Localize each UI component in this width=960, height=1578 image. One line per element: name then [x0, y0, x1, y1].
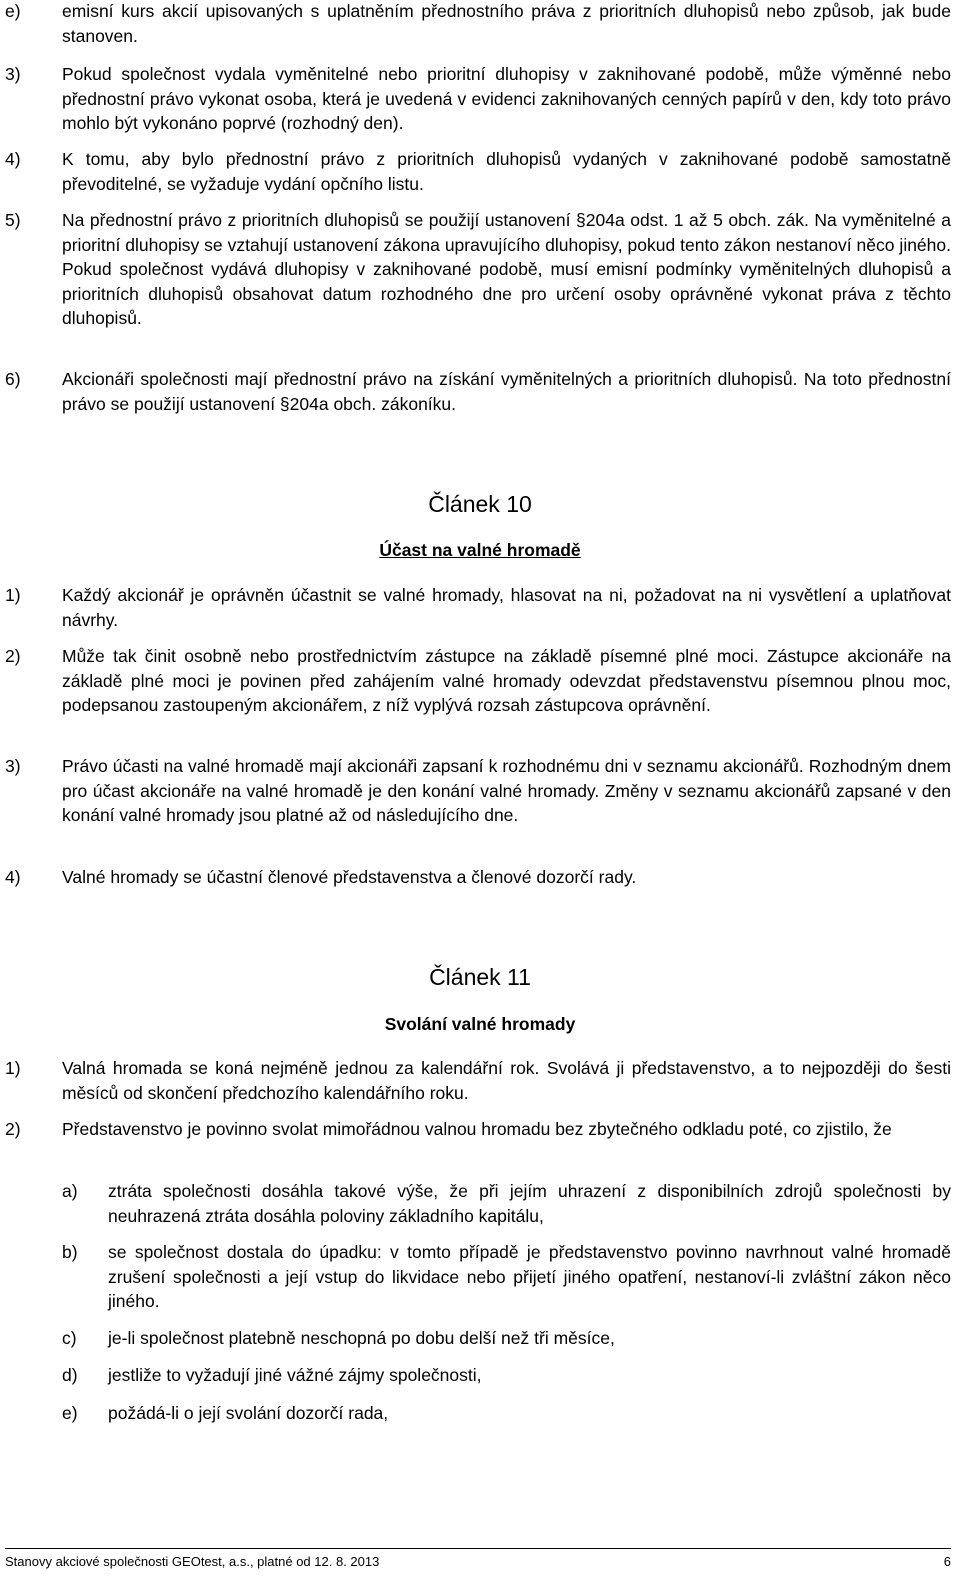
sub-item [62, 1363, 951, 1388]
sub-item [62, 1179, 951, 1228]
item-text: Představenstvo je povinno svolat mimořádnou valnou hromadu bez zbytečného odkladu poté, co zjistilo, že [62, 1119, 892, 1139]
sub-item-text: se společnost dostala do úpadku: v tomto případě je představenstvo povinno navrhnout valné hromadě zrušení společnosti a její vstup do likvidace nebo přijetí jiného opatření, nestanoví-li zvláštní zákon něco jiného. [108, 1242, 951, 1311]
sub-item-letter: d) [62, 1365, 78, 1385]
paragraph-item [5, 644, 951, 718]
sub-item-text: požádá-li o její svolání dozorčí rada, [108, 1403, 389, 1423]
sub-item [62, 1401, 951, 1426]
item-number: 3) [5, 756, 21, 776]
item-number: 2) [5, 1119, 21, 1139]
item-text: Každý akcionář je oprávněn účastnit se valné hromady, hlasovat na ni, požadovat na ni vysvětlení a uplatňovat návrhy. [62, 585, 951, 630]
sub-item-text: jestliže to vyžadují jiné vážné zájmy společnosti, [108, 1365, 482, 1385]
item-number: 2) [5, 646, 21, 666]
sub-item-letter: a) [62, 1181, 78, 1201]
item-text: Pokud společnost vydala vyměnitelné nebo prioritní dluhopisy v zaknihované podobě, může výměnné nebo přednostní právo vykonat osoba, která je uvedená v evidenci zaknihovaných cenných papírů v den, kdy toto právo mohlo být vykonáno poprvé (rozhodný den). [62, 64, 951, 133]
footer-document-title: Stanovy akciové společnosti GEOtest, a.s., platné od 12. 8. 2013 [5, 1554, 380, 1569]
item-number: 4) [5, 149, 21, 169]
item-text: Akcionáři společnosti mají přednostní právo na získání vyměnitelných a prioritních dluhopisů. Na toto přednostní právo se použijí ustanovení §204a obch. zákoníku. [62, 369, 951, 414]
sub-item-letter: b) [62, 1242, 78, 1262]
paragraph-item [5, 367, 951, 416]
paragraph-item [5, 62, 951, 136]
paragraph-item [5, 0, 951, 48]
item-number: 1) [5, 585, 21, 605]
sub-item-text: ztráta společnosti dosáhla takové výše, že při jejím uhrazení z disponibilních zdrojů společnosti by neuhrazená ztráta dosáhla poloviny základního kapitálu, [108, 1181, 951, 1226]
article-heading: Článek 11 [429, 964, 531, 990]
item-number: 3) [5, 64, 21, 84]
article-subheading: Svolání valné hromady [384, 1014, 576, 1034]
item-text: Valná hromada se koná nejméně jednou za kalendářní rok. Svolává ji představenstvo, a to nejpozději do šesti měsíců od skončení předchozího kalendářního roku. [62, 1058, 951, 1103]
item-number: 6) [5, 369, 21, 389]
item-text: emisní kurs akcií upisovaných s uplatněním přednostního práva z prioritních dluhopisů nebo způsob, jak bude stanoven. [62, 1, 951, 46]
paragraph-item [5, 583, 951, 632]
sub-item-text: je-li společnost platebně neschopná po dobu delší než tři měsíce, [108, 1328, 615, 1348]
paragraph-item [5, 147, 951, 196]
item-text: K tomu, aby bylo přednostní právo z prioritních dluhopisů vydaných v zaknihované podobě samostatně převoditelné, se vyžaduje vydání opčního listu. [62, 149, 951, 194]
item-text: Valné hromady se účastní členové představenstva a členové dozorčí rady. [62, 867, 637, 887]
sub-item [62, 1326, 951, 1351]
page-footer [5, 1548, 951, 1569]
sub-item-letter: e) [62, 1403, 78, 1423]
item-number: 4) [5, 867, 21, 887]
sub-item [62, 1240, 951, 1314]
footer-page-number: 6 [943, 1554, 951, 1569]
paragraph-item [5, 208, 951, 331]
article-subheading: Účast na valné hromadě [379, 540, 581, 560]
article-heading: Článek 10 [428, 491, 532, 517]
paragraph-item [5, 865, 951, 890]
item-text: Na přednostní právo z prioritních dluhopisů se použijí ustanovení §204a odst. 1 až 5 obch. zák. Na vyměnitelné a prioritní dluhopisy se vztahují ustanovení zákona upravujícího dluhopisy, pokud tento zákon nestanoví něco jiného. Pokud společnost vydává dluhopisy v zaknihované podobě, musí emisní podmínky vyměnitelných dluhopisů a prioritních dluhopisů obsahovat datum rozhodného dne pro určení osoby oprávněné vykonat práva z těchto dluhopisů. [62, 210, 951, 328]
item-number: e) [5, 1, 21, 21]
item-text: Právo účasti na valné hromadě mají akcionáři zapsaní k rozhodnému dni v seznamu akcionářů. Rozhodným dnem pro účast akcionáře na valné hromadě je den konání valné hromady. Změny v seznamu akcionářů zapsané v den konání valné hromady jsou platné až od následujícího dne. [62, 756, 951, 825]
item-number: 1) [5, 1058, 21, 1078]
item-text: Může tak činit osobně nebo prostřednictvím zástupce na základě písemné plné moci. Zástupce akcionáře na základě plné moci je povinen před zahájením valné hromady odevzdat představenstvu písemnou plnou moc, podepsanou zastoupeným akcionářem, z níž vyplývá rozsah zástupcova oprávnění. [62, 646, 951, 715]
paragraph-item [5, 754, 951, 828]
paragraph-item [5, 1117, 951, 1142]
sub-item-letter: c) [62, 1328, 77, 1348]
paragraph-item [5, 1056, 951, 1105]
item-number: 5) [5, 210, 21, 230]
